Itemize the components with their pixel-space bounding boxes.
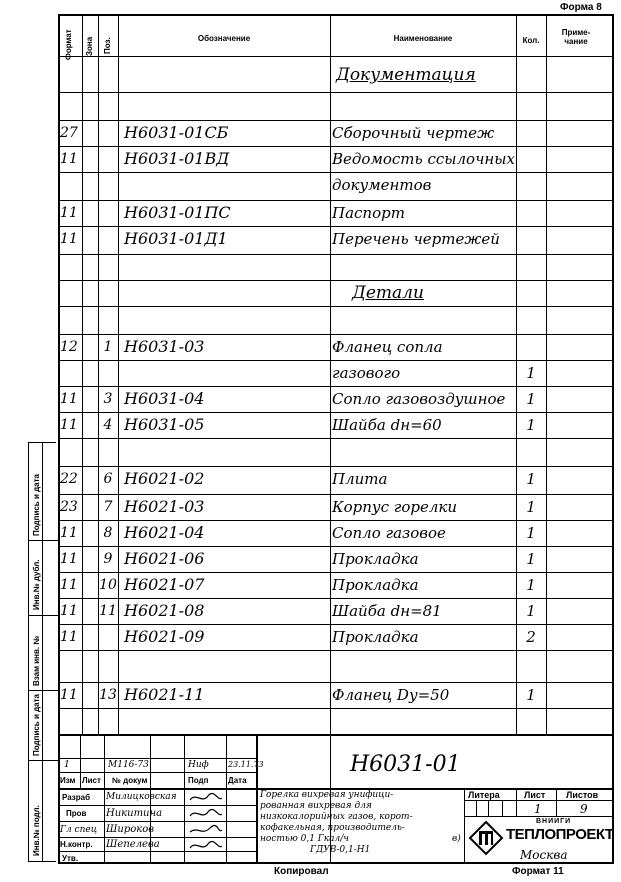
row-format: 11 [60, 577, 78, 593]
row-position: 8 [103, 525, 113, 541]
row-line [58, 624, 614, 625]
row-name: Перечень чертежей [332, 230, 500, 248]
strip-line [28, 760, 58, 761]
row-line [58, 360, 614, 361]
row-quantity: 1 [526, 524, 536, 542]
strip-line [28, 690, 58, 691]
label-sign-date-2: Подпись и дата [32, 694, 41, 756]
row-quantity: 1 [526, 470, 536, 488]
row-name: газового [332, 364, 401, 382]
title-line: рованная вихревая для [260, 801, 372, 811]
tb-line [104, 734, 105, 864]
row-line [58, 334, 614, 335]
row-name: Шайба dн=60 [332, 416, 442, 434]
row-name: Прокладка [332, 550, 419, 568]
row-name: Сборочный чертеж [332, 124, 495, 142]
row-quantity: 1 [526, 602, 536, 620]
col-izm: Изм [60, 776, 76, 785]
row-format: 22 [60, 471, 78, 487]
col-line [98, 14, 99, 734]
role-developer: Разраб [62, 793, 91, 802]
role-approver: Утв. [62, 854, 79, 863]
row-position: 9 [103, 551, 113, 567]
col-sign: Подп [188, 776, 209, 785]
row-quantity: 1 [526, 390, 536, 408]
form-label: Форма 8 [560, 2, 602, 13]
row-name: Фланец Dу=50 [332, 686, 450, 704]
tb-line [488, 800, 489, 816]
label-sign-date-1: Подпись и дата [32, 474, 41, 536]
row-designation: Н6021-07 [124, 575, 205, 594]
tb-line [256, 734, 258, 864]
row-line [58, 572, 614, 573]
role-checker: Пров [66, 809, 87, 818]
col-line [546, 14, 547, 734]
header-zone: Зона [85, 36, 94, 56]
strip-line [28, 540, 58, 541]
tb-line [226, 734, 227, 864]
sheet-value: 1 [534, 802, 542, 816]
strip-line [42, 442, 43, 862]
row-line [58, 200, 614, 201]
header-name: Наименование [393, 34, 453, 43]
sheet-label: Лист [524, 790, 546, 800]
title-line: низкокалорийных газов, корот- [260, 812, 413, 822]
label-orig-inv: Инв.№ подл. [32, 805, 41, 856]
title-line: кофакельная, производитель- [260, 823, 405, 833]
row-quantity: 2 [526, 628, 536, 646]
tb-line [556, 788, 557, 816]
row-line [58, 92, 614, 93]
row-line [58, 546, 614, 547]
signature-marks [186, 790, 226, 862]
label-replace-inv: Взам инв. № [32, 635, 41, 686]
row-designation: Н6021-11 [124, 685, 205, 704]
row-quantity: 1 [526, 416, 536, 434]
row-format: 12 [60, 339, 78, 355]
row-designation: Н6031-01ВД [124, 149, 230, 168]
row-position: 4 [103, 417, 113, 433]
row-line [58, 172, 614, 173]
row-format: 11 [60, 151, 78, 167]
col-line [82, 14, 83, 734]
col-doc: № докум [112, 776, 148, 785]
row-designation: Н6021-03 [124, 497, 205, 516]
footer-format: Формат 11 [512, 866, 564, 877]
section-documentation: Документация [336, 65, 476, 85]
row-position: 11 [99, 603, 117, 619]
tb-line [464, 788, 465, 864]
footer-copied: Копировал [274, 866, 329, 877]
row-format: 11 [60, 417, 78, 433]
row-quantity: 1 [526, 364, 536, 382]
row-line [58, 598, 614, 599]
name-normcontrol: Шепелева [106, 839, 160, 850]
row-format: 23 [60, 499, 78, 515]
section-parts: Детали [352, 283, 424, 303]
row-designation: Н6031-01ПС [124, 203, 231, 222]
name-checker: Никитина [106, 808, 163, 819]
tb-line [476, 800, 477, 816]
org-name: ТЕПЛОПРОЕКТ [506, 826, 614, 843]
col-line [330, 14, 331, 864]
row-name: Ведомость ссылочных [332, 150, 515, 168]
row-name: Плита [332, 470, 388, 488]
name-developer: Милицковская [106, 792, 177, 802]
row-line [58, 438, 614, 439]
org-city: Москва [520, 848, 568, 862]
tb-line [464, 816, 614, 817]
col-line [118, 14, 119, 734]
sheets-value: 9 [580, 802, 588, 816]
row-position: 7 [103, 499, 113, 515]
row-designation: Н6031-05 [124, 415, 205, 434]
row-line [58, 226, 614, 227]
row-name: Сопло газовоздушное [332, 390, 506, 408]
col-date: Дата [228, 776, 247, 785]
role-chief: Гл спец [60, 825, 97, 835]
row-name: Прокладка [332, 576, 419, 594]
row-designation: Н6021-08 [124, 601, 205, 620]
tb-line [516, 788, 517, 816]
row-format: 11 [60, 687, 78, 703]
row-line [58, 120, 614, 121]
row-format: 11 [60, 603, 78, 619]
row-line [58, 494, 614, 495]
row-line [58, 306, 614, 307]
title-line: Горелка вихревая унифици- [260, 790, 394, 800]
row-quantity: 1 [526, 498, 536, 516]
label-dup-inv: Инв.№ дубл. [32, 559, 41, 610]
row-line [58, 280, 614, 281]
teploproekt-logo-icon [468, 820, 504, 856]
row-quantity: 1 [526, 550, 536, 568]
row-line [58, 682, 614, 683]
row-position: 6 [103, 471, 113, 487]
org-small: ВНИИГИ [536, 818, 572, 825]
row-line [58, 466, 614, 467]
role-normcontrol: Н.контр. [60, 840, 93, 849]
col-list: Лист [82, 776, 101, 785]
row-format: 27 [60, 125, 78, 141]
row-designation: Н6021-09 [124, 627, 205, 646]
row-format: 11 [60, 391, 78, 407]
strip-line [28, 615, 58, 616]
change-date: 23.11.73 [228, 760, 264, 769]
row-designation: Н6031-04 [124, 389, 205, 408]
row-name: Фланец сопла [332, 338, 443, 356]
row-format: 11 [60, 205, 78, 221]
row-designation: Н6031-01СБ [124, 123, 229, 142]
title-line: ГДУВ-0,1-Н1 [310, 845, 371, 855]
row-line [58, 708, 614, 709]
row-name: Сопло газовое [332, 524, 446, 542]
tb-line [184, 734, 185, 864]
title-line: ностью 0,1 Гкал/ч [260, 834, 349, 844]
row-format: 11 [60, 551, 78, 567]
row-format: 11 [60, 231, 78, 247]
row-name: документов [332, 176, 432, 194]
row-name: Корпус горелки [332, 498, 458, 516]
row-line [58, 146, 614, 147]
row-quantity: 1 [526, 686, 536, 704]
row-position: 13 [99, 687, 117, 703]
row-format: 11 [60, 525, 78, 541]
header-pos: Поз. [103, 37, 112, 54]
row-position: 10 [99, 577, 117, 593]
row-name: Паспорт [332, 204, 405, 222]
row-line [58, 254, 614, 255]
row-designation: Н6021-04 [124, 523, 205, 542]
title-block-top [58, 734, 614, 736]
row-designation: Н6021-06 [124, 549, 205, 568]
row-quantity: 1 [526, 576, 536, 594]
row-designation: Н6031-03 [124, 337, 205, 356]
change-num: 1 [64, 760, 70, 770]
row-designation: Н6021-02 [124, 469, 205, 488]
row-line [58, 412, 614, 413]
name-chief: Широков [106, 824, 155, 835]
change-sign: Ниф [188, 760, 209, 770]
change-doc: М116-73 [108, 760, 149, 770]
row-position: 1 [103, 339, 113, 355]
header-designation: Обозначение [197, 34, 251, 43]
header-format: Формат [64, 29, 73, 60]
row-line [58, 56, 614, 57]
title-description [260, 790, 464, 856]
row-position: 3 [103, 391, 113, 407]
row-line [58, 520, 614, 521]
title-marker: в) [452, 834, 461, 844]
sheets-label: Листов [566, 790, 599, 800]
tb-line [80, 734, 81, 788]
litera-label: Литера [468, 790, 500, 800]
tb-line [502, 800, 503, 816]
header-note: Приме-чание [561, 28, 591, 46]
row-designation: Н6031-01Д1 [124, 229, 228, 248]
row-name: Прокладка [332, 628, 419, 646]
tb-line [464, 800, 614, 801]
row-name: Шайба dн=81 [332, 602, 442, 620]
title-designation: Н6031-01 [350, 752, 461, 777]
row-line [58, 386, 614, 387]
header-qty: Кол. [522, 36, 540, 45]
row-format: 11 [60, 629, 78, 645]
row-line [58, 650, 614, 651]
